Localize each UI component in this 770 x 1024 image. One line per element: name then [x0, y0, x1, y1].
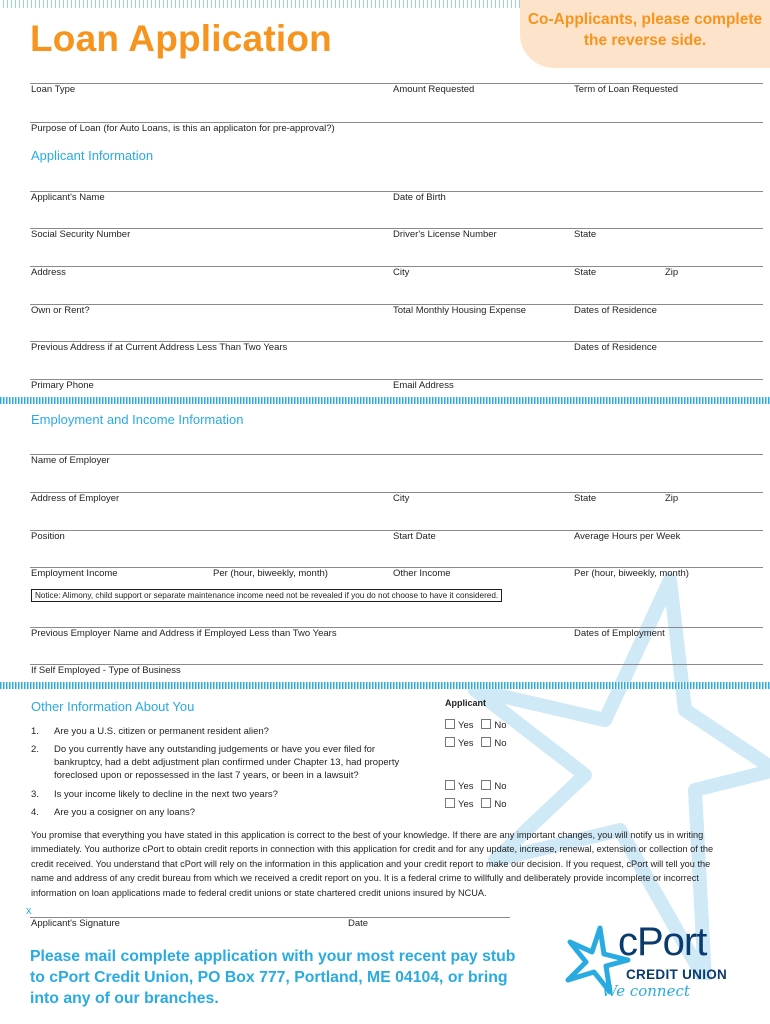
q3-answer — [445, 780, 507, 792]
previous-address-field[interactable]: Previous Address if at Current Address Less Than Two Years — [31, 342, 288, 353]
yes-checkbox[interactable] — [445, 798, 455, 808]
yes-checkbox[interactable] — [445, 719, 455, 729]
date-of-birth-field[interactable]: Date of Birth — [393, 192, 446, 203]
applicant-info-heading: Applicant Information — [31, 148, 154, 163]
question-judgements: Do you currently have any outstanding judgements or have you ever filed for bankruptcy, had a debt adjustment plan confirmed under Chapter 13, had property foreclosed upon or repossessed in the last 7 years, or been in a lawsuit? — [54, 744, 400, 781]
yes-label: Yes — [458, 799, 474, 810]
yes-checkbox[interactable] — [445, 737, 455, 747]
yes-label: Yes — [458, 720, 474, 731]
no-checkbox[interactable] — [481, 780, 491, 790]
loan-term-field[interactable]: Term of Loan Requested — [574, 84, 679, 95]
yes-label: Yes — [458, 738, 474, 749]
ssn-field[interactable]: Social Security Number — [31, 229, 131, 240]
no-label: No — [494, 799, 507, 810]
loan-type-field[interactable]: Loan Type — [31, 84, 76, 95]
question-income-decline: Is your income likely to decline in the next two years? — [54, 789, 278, 800]
state-field[interactable]: State — [574, 267, 597, 278]
housing-expense-field[interactable]: Total Monthly Housing Expense — [393, 305, 527, 316]
disclaimer-text: You promise that everything you have stated in this application is correct to the best of your knowledge. If there are any important changes, you will notify us in writing immediately. You authorize cPort to obtain credit reports in connection with this application for credit and for any update, increase, renewal, extension or collection of the credit received. You understand that cPort will rely on the information in this application and your credit report to make our decision. If you request, cPort will tell you the name and address of any credit bureau from which we received a credit report on you. It is a federal crime to willfully and deliberately provide incomplete or incorrect information on loan applications made to federal credit unions or state chartered credit unions insured by NCUA. — [31, 830, 714, 898]
income-period-field[interactable]: Per (hour, biweekly, month) — [213, 568, 328, 579]
page-title: Loan Application — [30, 18, 332, 59]
no-label: No — [494, 781, 507, 792]
employer-address-field[interactable]: Address of Employer — [31, 493, 120, 504]
other-info-heading: Other Information About You — [31, 699, 195, 714]
signature-date-label: Date — [348, 918, 369, 929]
no-label: No — [494, 738, 507, 749]
header-stripe — [0, 0, 540, 8]
drivers-license-field[interactable]: Driver's License Number — [393, 229, 497, 240]
applicant-name-field[interactable]: Applicant's Name — [31, 192, 105, 203]
co-applicant-callout: Co-Applicants, please complete the reverse side. — [520, 0, 770, 68]
applicant-column-label: Applicant — [445, 698, 487, 708]
amount-requested-field[interactable]: Amount Requested — [393, 84, 475, 95]
position-field[interactable]: Position — [31, 531, 65, 542]
primary-phone-field[interactable]: Primary Phone — [31, 380, 94, 391]
loan-purpose-field[interactable]: Purpose of Loan (for Auto Loans, is this an applicaton for pre-approval?) — [31, 123, 335, 134]
no-checkbox[interactable] — [481, 798, 491, 808]
alimony-notice: Notice: Alimony, child support or separate maintenance income need not be revealed if you do not choose to have it considered. — [31, 589, 502, 602]
q2-answer — [445, 737, 507, 749]
signature-label: Applicant's Signature — [31, 918, 120, 929]
no-checkbox[interactable] — [481, 737, 491, 747]
start-date-field[interactable]: Start Date — [393, 531, 436, 542]
question-number: 2. — [31, 744, 39, 755]
own-rent-field[interactable]: Own or Rent? — [31, 305, 90, 316]
employer-zip-field[interactable]: Zip — [665, 493, 679, 504]
logo-subtitle: CREDIT UNION — [626, 967, 728, 982]
address-field[interactable]: Address — [31, 267, 66, 278]
question-citizen: Are you a U.S. citizen or permanent resident alien? — [54, 726, 269, 737]
no-label: No — [494, 720, 507, 731]
employer-name-field[interactable]: Name of Employer — [31, 455, 110, 466]
email-address-field[interactable]: Email Address — [393, 380, 454, 391]
average-hours-field[interactable]: Average Hours per Week — [574, 531, 681, 542]
cport-logo — [560, 920, 760, 1010]
employment-heading: Employment and Income Information — [31, 412, 244, 427]
previous-residence-dates-field[interactable]: Dates of Residence — [574, 342, 657, 353]
yes-label: Yes — [458, 781, 474, 792]
license-state-field[interactable]: State — [574, 229, 597, 240]
dates-of-employment-field[interactable]: Dates of Employment — [574, 628, 665, 639]
mailing-instructions: Please mail complete application with your most recent pay stub to cPort Credit Union, PO Box 777, Portland, ME 04104, or bring into any of our branches. — [30, 948, 516, 1007]
employer-city-field[interactable]: City — [393, 493, 410, 504]
q4-answer — [445, 798, 507, 810]
q1-answer — [445, 719, 507, 731]
zip-field[interactable]: Zip — [665, 267, 679, 278]
logo-name: cPort — [618, 920, 707, 964]
question-number: 3. — [31, 789, 39, 800]
yes-checkbox[interactable] — [445, 780, 455, 790]
city-field[interactable]: City — [393, 267, 410, 278]
dates-of-residence-field[interactable]: Dates of Residence — [574, 305, 657, 316]
employer-state-field[interactable]: State — [574, 493, 597, 504]
section-band — [0, 397, 770, 404]
question-number: 4. — [31, 807, 39, 818]
question-cosigner: Are you a cosigner on any loans? — [54, 807, 196, 818]
other-income-field[interactable]: Other Income — [393, 568, 451, 579]
self-employed-field[interactable]: If Self Employed - Type of Business — [31, 665, 181, 676]
no-checkbox[interactable] — [481, 719, 491, 729]
previous-employer-field[interactable]: Previous Employer Name and Address if Employed Less than Two Years — [31, 628, 337, 639]
question-number: 1. — [31, 726, 39, 737]
section-band — [0, 682, 770, 689]
signature-x-mark: x — [26, 905, 32, 917]
employment-income-field[interactable]: Employment Income — [31, 568, 118, 579]
other-income-period-field[interactable]: Per (hour, biweekly, month) — [574, 568, 689, 579]
logo-tagline: We connect — [602, 982, 690, 1000]
divider — [30, 454, 763, 455]
